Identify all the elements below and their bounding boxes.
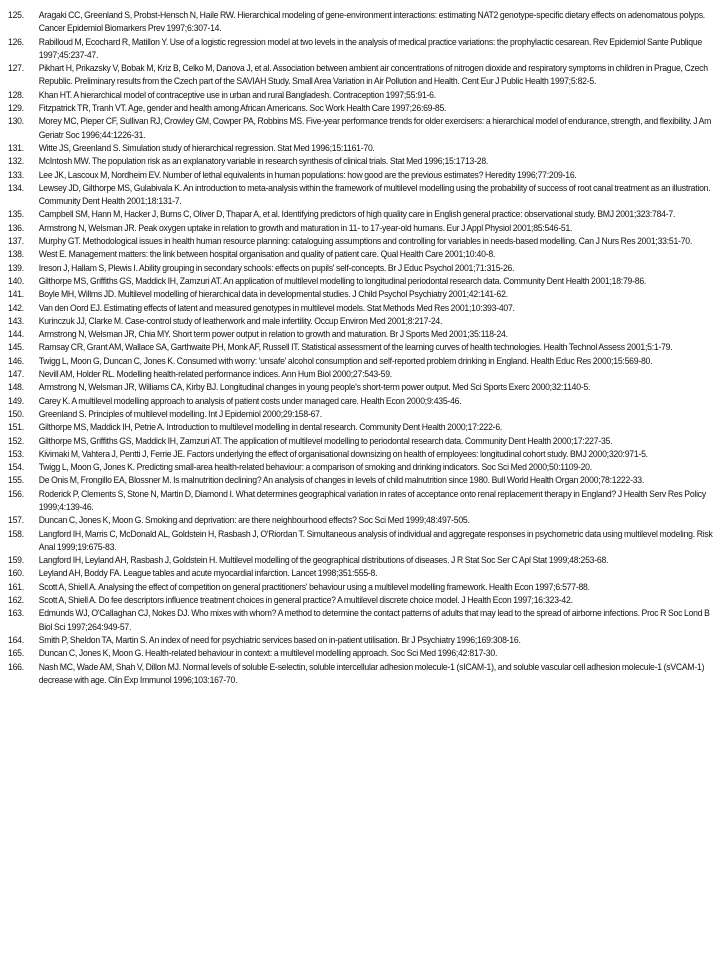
reference-item [8, 36, 724, 63]
reference-number: 143. [8, 315, 24, 326]
reference-text: Pikhart H, Prikazsky V, Bobak M, Kriz B, Celko M, Danova J, et al. Association between ambient air concentrations of nitrogen dioxide and respiratory symptoms in children in Prague, Czech Republic. Preliminary results from the Czech part of the SAVIAH Study. Small Area Variation in Air Pollution and Health. Cent Eur J Public Health 1997;5:82-5. [38, 63, 708, 87]
reference-text: McIntosh MW. The population risk as an explanatory variable in research synthesis of clinical trials. Stat Med 1996;15:1713-28. [38, 156, 489, 167]
reference-text: Carey K. A multilevel modelling approach to analysis of patient costs under managed care. Health Econ 2000;9:435-46. [38, 395, 462, 406]
reference-text: Lee JK, Lascoux M, Nordheim EV. Number of lethal equivalents in human populations: how good are the previous estimates? Heredity 1996;77:209-16. [38, 169, 577, 180]
reference-text: Scott A, Shiell A. Do fee descriptors influence treatment choices in general practice? A multilevel discrete choice model. J Health Econ 1997;16:323-42. [38, 595, 573, 606]
reference-number: 127. [8, 63, 24, 74]
reference-item [8, 408, 724, 421]
reference-item [8, 554, 724, 567]
reference-text: Scott A, Shiell A. Analysing the effect of competition on general practitioners' behaviour using a multilevel modelling framework. Health Econ 1997;6:577-88. [38, 581, 590, 592]
reference-number: 150. [8, 408, 24, 419]
reference-item [8, 567, 724, 580]
reference-number: 166. [8, 661, 24, 672]
reference-number: 151. [8, 422, 24, 433]
reference-number: 152. [8, 435, 24, 446]
reference-text: Duncan C, Jones K, Moon G. Health-related behaviour in context: a multilevel modelling approach. Soc Sci Med 1996;42:817-30. [38, 648, 498, 659]
reference-number: 145. [8, 342, 24, 353]
reference-text: Kivimaki M, Vahtera J, Pentti J, Ferrie JE. Factors underlying the effect of organisational downsizing on health of employees: longitudinal cohort study. BMJ 2000;320:971-5. [38, 448, 648, 459]
reference-item [8, 315, 724, 328]
reference-number: 162. [8, 595, 24, 606]
reference-text: Murphy GT. Methodological issues in health human resource planning: cataloguing assumptions and controlling for variables in needs-based modelling. Can J Nurs Res 2001;33:51-70. [38, 236, 693, 247]
reference-number: 158. [8, 528, 24, 539]
reference-item [8, 448, 724, 461]
reference-text: Van den Oord EJ. Estimating effects of latent and measured genotypes in multilevel models. Stat Methods Med Res 2001;10:393-407. [38, 302, 515, 313]
reference-item [8, 594, 724, 607]
reference-item [8, 421, 724, 434]
reference-text: Armstrong N, Welsman JR, Williams CA, Kirby BJ. Longitudinal changes in young people's short-term power output. Med Sci Sports Exerc 2000;32:1140-5. [38, 382, 591, 393]
reference-item [8, 248, 724, 261]
reference-number: 147. [8, 369, 24, 380]
reference-number: 144. [8, 329, 24, 340]
reference-number: 131. [8, 142, 24, 153]
reference-item [8, 155, 724, 168]
reference-text: Witte JS, Greenland S. Simulation study of hierarchical regression. Stat Med 1996;15:1161-70. [38, 142, 375, 153]
reference-text: Duncan C, Jones K, Moon G. Smoking and deprivation: are there neighbourhood effects? Soc Sci Med 1999;48:497-505. [38, 515, 470, 526]
reference-item [8, 288, 724, 301]
reference-text: Aragaki CC, Greenland S, Probst-Hensch N, Haile RW. Hierarchical modeling of gene-environment interactions: estimating NAT2 genotype-specific dietary effects on adenomatous polyps. Cancer Epidemiol Biomarkers Prev 1997;6:307-14. [38, 10, 705, 34]
reference-number: 159. [8, 555, 24, 566]
reference-number: 146. [8, 355, 24, 366]
reference-number: 142. [8, 302, 24, 313]
reference-text: Edmunds WJ, O'Callaghan CJ, Nokes DJ. Who mixes with whom? A method to determine the contact patterns of adults that may lead to the spread of airborne infections. Proc R Soc Lond B Biol Sci 1997;264:949-57. [38, 608, 710, 632]
reference-text: Lewsey JD, Gilthorpe MS, Gulabivala K. An introduction to meta-analysis within the framework of multilevel modelling using the probability of success of root canal treatment as an illustration. Community Dent Health 2001;18:131-7. [38, 182, 711, 207]
reference-number: 136. [8, 222, 24, 233]
reference-item [8, 262, 724, 275]
reference-text: Ireson J, Hallam S, Plewis I. Ability grouping in secondary schools: effects on pupils' self-concepts. Br J Educ Psychol 2001;71:315-26. [38, 262, 515, 273]
reference-item [8, 461, 724, 474]
reference-text: Twigg L, Moon G, Jones K. Predicting small-area health-related behaviour: a comparison of smoking and drinking indicators. Soc Sci Med 2000;50:1109-20. [38, 462, 592, 473]
reference-number: 160. [8, 568, 24, 579]
reference-item [8, 142, 724, 155]
reference-item [8, 528, 724, 555]
reference-text: De Onis M, Frongillo EA, Blossner M. Is malnutrition declining? An analysis of changes in levels of child malnutrition since 1980. Bull World Health Organ 2000;78:1222-33. [38, 475, 645, 486]
reference-item [8, 235, 724, 248]
reference-number: 165. [8, 648, 24, 659]
reference-text: Fitzpatrick TR, Tranh VT. Age, gender and health among African Americans. Soc Work Health Care 1997;26:69-85. [38, 103, 447, 114]
reference-item [8, 661, 724, 688]
reference-text: Gilthorpe MS, Griffiths GS, Maddick IH, Zamzuri AT. An application of multilevel modelling to longitudinal periodontal research data. Community Dent Health 2001;18:79-86. [38, 275, 647, 286]
reference-item [8, 328, 724, 341]
reference-item [8, 355, 724, 368]
reference-text: Armstrong N, Welsman JR. Peak oxygen uptake in relation to growth and maturation in 11- to 17-year-old humans. Eur J Appl Physiol 2001;85:546-51. [38, 222, 573, 233]
reference-number: 161. [8, 581, 24, 592]
reference-page [8, 9, 722, 687]
reference-text: West E. Management matters: the link between hospital organisation and quality of patient care. Qual Health Care 2001;10:40-8. [38, 249, 496, 260]
reference-item [8, 368, 724, 381]
reference-item [8, 115, 724, 142]
reference-item [8, 607, 724, 634]
reference-number: 132. [8, 156, 24, 167]
reference-text: Gilthorpe MS, Maddick IH, Petrie A. Introduction to multilevel modelling in dental research. Community Dent Health 2000;17:222-6. [38, 422, 503, 433]
reference-number: 157. [8, 515, 24, 526]
reference-item [8, 341, 724, 354]
reference-number: 125. [8, 10, 24, 20]
reference-text: Kurinczuk JJ, Clarke M. Case-control study of leatherwork and male infertility. Occup Environ Med 2001;8:217-24. [38, 315, 443, 326]
reference-number: 129. [8, 103, 24, 114]
reference-text: Gilthorpe MS, Griffiths GS, Maddick IH, Zamzuri AT. The application of multilevel modelling to periodontal research data. Community Dent Health 2000;17:227-35. [38, 435, 613, 446]
reference-item [8, 581, 724, 594]
reference-number: 154. [8, 462, 24, 473]
reference-item [8, 647, 724, 660]
reference-number: 149. [8, 395, 24, 406]
reference-number: 153. [8, 448, 24, 459]
reference-text: Roderick P, Clements S, Stone N, Martin D, Diamond I. What determines geographical variation in rates of acceptance onto renal replacement therapy in England? J Health Serv Res Policy 1999;4:139-46. [38, 488, 706, 512]
reference-item [8, 275, 724, 288]
reference-number: 139. [8, 262, 24, 273]
reference-item [8, 395, 724, 408]
reference-number: 130. [8, 116, 24, 127]
reference-text: Boyle MH, Willms JD. Multilevel modelling of hierarchical data in developmental studies. J Child Psychol Psychiatry 2001;42:141-62. [38, 289, 508, 300]
reference-text: Twigg L, Moon G, Duncan C, Jones K. Consumed with worry: 'unsafe' alcohol consumption and self-reported problem drinking in England. Health Educ Res 2000;15:569-80. [38, 355, 653, 366]
reference-number: 137. [8, 236, 24, 247]
reference-text: Ramsay CR, Grant AM, Wallace SA, Garthwaite PH, Monk AF, Russell IT. Statistical assessment of the learning curves of health technologies. Health Technol Assess 2001;5:1-79. [38, 342, 673, 353]
reference-item [8, 208, 724, 221]
reference-item [8, 102, 724, 115]
reference-number: 148. [8, 382, 24, 393]
reference-item [8, 381, 724, 394]
reference-text: Smith P, Sheldon TA, Martin S. An index of need for psychiatric services based on in-patient utilisation. Br J Psychiatry 1996;169:308-16. [38, 634, 521, 645]
reference-item [8, 474, 724, 487]
reference-item [8, 9, 724, 36]
reference-text: Khan HT. A hierarchical model of contraceptive use in urban and rural Bangladesh. Contraception 1997;55:91-6. [38, 89, 436, 100]
reference-item [8, 435, 724, 448]
reference-number: 126. [8, 36, 24, 47]
reference-item [8, 634, 724, 647]
reference-number: 135. [8, 209, 24, 220]
reference-text: Nash MC, Wade AM, Shah V, Dillon MJ. Normal levels of soluble E-selectin, soluble intercellular adhesion molecule-1 (sICAM-1), and soluble vascular cell adhesion molecule-1 (sVCAM-1) decrease with age. Clin Exp Immunol 1996;103:167-70. [38, 661, 705, 685]
reference-number: 163. [8, 608, 24, 619]
reference-number: 155. [8, 475, 24, 486]
reference-item [8, 302, 724, 315]
reference-number: 141. [8, 289, 24, 300]
reference-number: 134. [8, 182, 24, 193]
reference-item [8, 514, 724, 527]
reference-item [8, 222, 724, 235]
reference-text: Langford IH, Leyland AH, Rasbash J, Goldstein H. Multilevel modelling of the geographical distributions of diseases. J R Stat Soc Ser C Apl Stat 1999;48:253-68. [38, 555, 609, 566]
reference-number: 128. [8, 89, 24, 100]
reference-list [8, 9, 722, 687]
reference-number: 164. [8, 634, 24, 645]
reference-text: Armstrong N, Welsman JR, Chia MY. Short term power output in relation to growth and maturation. Br J Sports Med 2001;35:118-24. [38, 329, 508, 340]
reference-text: Greenland S. Principles of multilevel modelling. Int J Epidemiol 2000;29:158-67. [38, 408, 322, 419]
reference-text: Rabilloud M, Ecochard R, Matillon Y. Use of a logistic regression model at two levels in the analysis of medical practice variations: the prophylactic cesarean. Rev Epidemiol Sante Publique 1997;45:237-47. [38, 36, 703, 60]
reference-item [8, 182, 724, 209]
reference-item [8, 89, 724, 102]
reference-text: Langford IH, Marris C, McDonald AL, Goldstein H, Rasbash J, O'Riordan T. Simultaneous analysis of individual and aggregate responses in psychometric data using multilevel modeling. Risk Anal 1999;19:675-83. [38, 528, 713, 552]
reference-number: 140. [8, 275, 24, 286]
reference-item [8, 169, 724, 182]
reference-number: 133. [8, 169, 24, 180]
reference-text: Leyland AH, Boddy FA. League tables and acute myocardial infarction. Lancet 1998;351:555-8. [38, 568, 378, 579]
reference-text: Nevill AM, Holder RL. Modelling health-related performance indices. Ann Hum Biol 2000;27:543-59. [38, 369, 392, 380]
reference-text: Campbell SM, Hann M, Hacker J, Burns C, Oliver D, Thapar A, et al. Identifying predictors of high quality care in English general practice: observational study. BMJ 2001;323:784-7. [38, 209, 676, 220]
reference-number: 156. [8, 488, 24, 499]
reference-item [8, 62, 724, 89]
reference-number: 138. [8, 249, 24, 260]
reference-item [8, 488, 724, 515]
reference-text: Morey MC, Pieper CF, Sullivan RJ, Crowley GM, Cowper PA, Robbins MS. Five-year performance trends for older exercisers: a hierarchical model of endurance, strength, and flexibility. J Am Geriatr Soc 1996;44:1226-31. [38, 116, 712, 140]
